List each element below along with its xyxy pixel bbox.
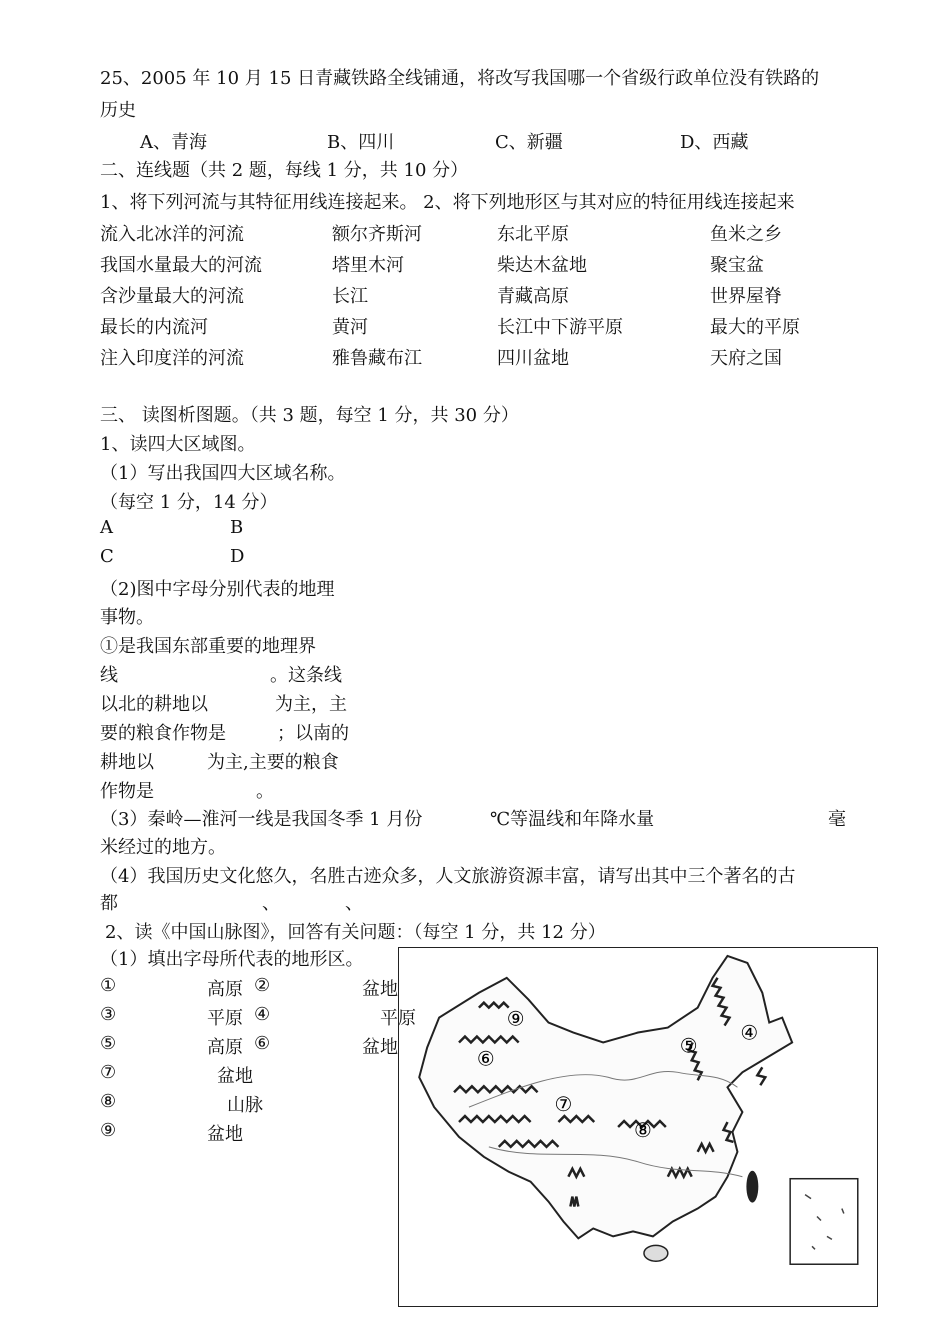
- match-cell: 世界屋脊: [710, 286, 782, 307]
- map-marker-6: ⑥: [476, 1047, 495, 1071]
- fill-num: ①: [100, 975, 117, 996]
- q1-part2-line: 要的粮食作物是: [100, 723, 226, 744]
- fill-label: 盆地: [217, 1066, 253, 1087]
- q25-option-b: B、四川: [327, 132, 395, 153]
- q1-part2-line: 为主，主: [275, 694, 347, 715]
- match-cell: 东北平原: [497, 224, 569, 245]
- south-sea-inset: [790, 1179, 858, 1265]
- q25-option-d: D、西藏: [680, 132, 749, 153]
- match-cell: 柴达木盆地: [497, 255, 587, 276]
- q1-part3-d: 米经过的地方。: [100, 837, 226, 858]
- match-cell: 注入印度洋的河流: [100, 348, 244, 369]
- match-cell: 额尔齐斯河: [332, 224, 422, 245]
- fill-label: 盆地: [362, 1037, 398, 1058]
- fill-label: 盆地: [362, 979, 398, 1000]
- section2-instructions: 1、将下列河流与其特征用线连接起来。 2、将下列地形区与其对应的特征用线连接起来: [100, 192, 795, 213]
- q1-part4: （4）我国历史文化悠久，名胜古迹众多，人文旅游资源丰富，请写出其中三个著名的古: [100, 866, 796, 887]
- map-marker-8: ⑧: [634, 1118, 652, 1142]
- match-cell: 我国水量最大的河流: [100, 255, 262, 276]
- q1-part2-line: 以北的耕地以: [100, 694, 208, 715]
- china-outline: [419, 956, 792, 1238]
- q1-part2-line: ；以南的: [277, 723, 349, 744]
- q1-part2-line: 事物。: [100, 607, 154, 628]
- fill-label: 盆地: [207, 1124, 243, 1145]
- q1-part2-line: （2)图中字母分别代表的地理: [100, 579, 335, 600]
- match-cell: 最长的内流河: [100, 317, 208, 338]
- q1-part2-line: 为主,主要的粮食: [207, 752, 339, 773]
- q1-part2-line: ①是我国东部重要的地理界: [100, 636, 316, 657]
- match-cell: 聚宝盆: [710, 255, 764, 276]
- match-cell: 黄河: [332, 317, 368, 338]
- match-cell: 青藏高原: [497, 286, 569, 307]
- fill-label: 高原: [207, 1037, 243, 1058]
- hainan-island: [644, 1245, 668, 1261]
- fill-num: ③: [100, 1004, 117, 1025]
- q25-line1: 25、2005 年 10 月 15 日青藏铁路全线铺通，将改写我国哪一个省级行政单位没有铁路的: [100, 68, 820, 89]
- fill-num: ②: [254, 975, 271, 996]
- section3-heading: 三、 读图析图题。（共 3 题，每空 1 分，共 30 分）: [100, 405, 519, 426]
- match-cell: 雅鲁藏布江: [332, 348, 422, 369]
- china-mountain-map: [398, 947, 878, 1307]
- q25-option-a: A、青海: [140, 132, 207, 153]
- fill-num: ④: [254, 1004, 271, 1025]
- match-cell: 天府之国: [710, 348, 782, 369]
- match-cell: 鱼米之乡: [710, 224, 782, 245]
- q1-part2-line: 线: [100, 665, 118, 686]
- map-marker-7: ⑦: [554, 1093, 573, 1117]
- q1-title: 1、读四大区域图。: [100, 434, 256, 455]
- q1-part2-line: 。: [256, 781, 274, 802]
- match-cell: 长江中下游平原: [497, 317, 623, 338]
- map-marker-4: ④: [740, 1021, 759, 1045]
- q25-line2: 历史: [100, 100, 136, 121]
- fill-label: 平原: [380, 1008, 416, 1029]
- fill-label: 高原: [207, 979, 243, 1000]
- section2-heading: 二、连线题（共 2 题，每线 1 分，共 10 分）: [100, 160, 469, 181]
- taiwan-island: [746, 1171, 758, 1203]
- match-cell: 流入北冰洋的河流: [100, 224, 244, 245]
- q2-part1: （1）填出字母所代表的地形区。: [100, 949, 364, 970]
- label-d: D: [230, 546, 245, 567]
- map-marker-9: ⑨: [506, 1007, 525, 1031]
- q1-part2-line: 。这条线: [270, 665, 342, 686]
- fill-num: ⑥: [254, 1033, 271, 1054]
- q1-part3: （3）秦岭—淮河一线是我国冬季 1 月份: [100, 809, 423, 830]
- match-cell: 含沙量最大的河流: [100, 286, 244, 307]
- q1-part3-b: ℃等温线和年降水量: [490, 809, 655, 830]
- fill-num: ⑦: [100, 1062, 117, 1083]
- label-b: B: [230, 517, 244, 538]
- q1-part1: （1）写出我国四大区域名称。: [100, 463, 346, 484]
- fill-label: 山脉: [227, 1095, 263, 1116]
- q1-part2-line: 作物是: [100, 781, 154, 802]
- fill-num: ⑤: [100, 1033, 117, 1054]
- q1-part4-sep: 、: [262, 893, 280, 914]
- q1-part4-b: 都: [100, 893, 118, 914]
- china-map-drawing: [399, 948, 877, 1306]
- q25-option-c: C、新疆: [495, 132, 563, 153]
- match-cell: 最大的平原: [710, 317, 800, 338]
- fill-num: ⑧: [100, 1091, 117, 1112]
- q1-part1-score: （每空 1 分，14 分）: [100, 492, 278, 513]
- fill-label: 平原: [207, 1008, 243, 1029]
- match-cell: 长江: [332, 286, 368, 307]
- label-c: C: [100, 546, 114, 567]
- fill-num: ⑨: [100, 1120, 117, 1141]
- q1-part2-line: 耕地以: [100, 752, 154, 773]
- map-marker-5: ⑤: [679, 1034, 698, 1058]
- label-a: A: [100, 517, 113, 538]
- q1-part4-sep: 、: [345, 893, 363, 914]
- q2-title: 2、读《中国山脉图》，回答有关问题：（每空 1 分，共 12 分）: [105, 922, 606, 943]
- q1-part3-c: 毫: [828, 809, 846, 830]
- match-cell: 塔里木河: [332, 255, 404, 276]
- match-cell: 四川盆地: [497, 348, 569, 369]
